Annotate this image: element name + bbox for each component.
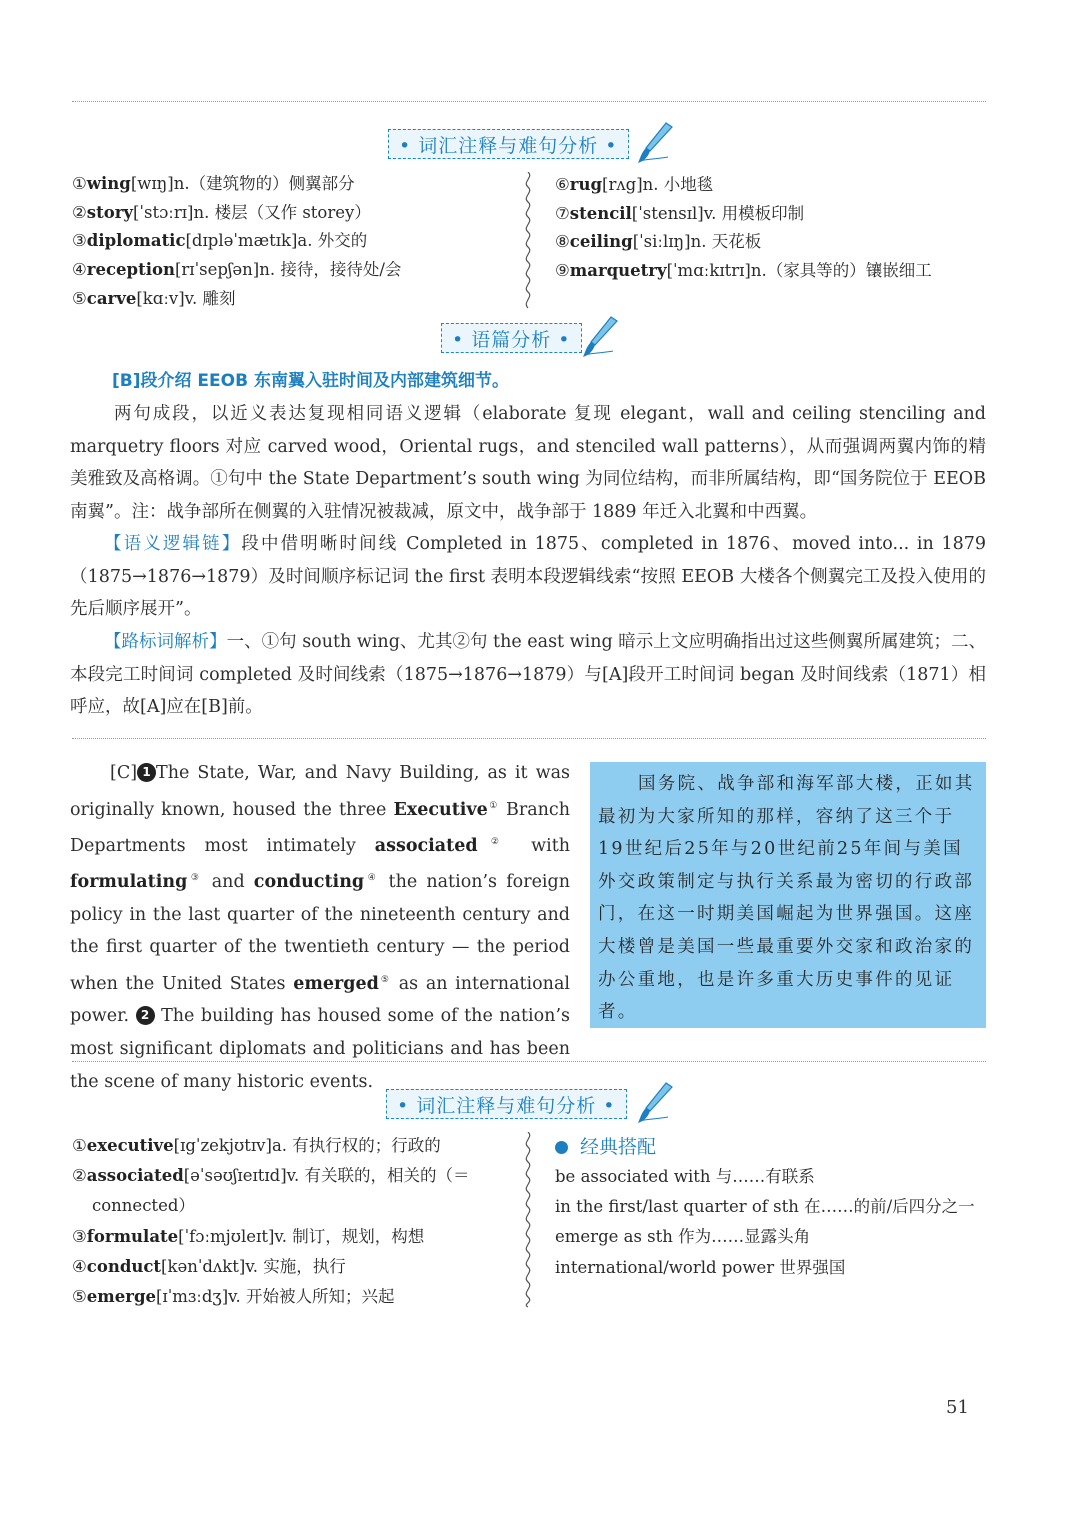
keyword: emerged (293, 973, 379, 994)
vocab-word: executive (86, 1136, 174, 1155)
vocab-item (72, 227, 401, 256)
passage-text: Branch Departments most intimately (70, 799, 570, 856)
wavy-divider (521, 1132, 535, 1308)
keyword: associated (374, 835, 478, 856)
vocab-word: stencil (569, 203, 632, 223)
vocab-def: [ˈsiːlɪŋ]n. 天花板 (632, 232, 762, 252)
vocab-word: marquetry (569, 261, 667, 281)
brush-icon (581, 315, 621, 359)
vocab-item (72, 1222, 470, 1252)
vocab-def: [kɑːv]v. 雕刻 (136, 288, 236, 308)
vocab-num: ④ (72, 1256, 87, 1276)
vocab-num: ⑨ (555, 261, 570, 281)
collocation-item: international/world power 世界强国 (555, 1257, 846, 1277)
keyword: formulating (70, 872, 188, 893)
translation-text: 国务院、战争部和海军部大楼，正如其最初为大家所知的那样，容纳了这三个于19世纪后25年与20世纪前25年间与美国外交政策制定与执行关系最为密切的行政部门，在这一时期美国崛起为世界强国。这座大楼曾是美国一些最重要外交家和政治家的办公重地，也是许多重大历史事件的见证者。 (598, 774, 975, 1023)
vocab-num: ② (72, 202, 87, 222)
collocation-item: emerge as sth 作为……显露头角 (555, 1227, 811, 1247)
vocab-def: [ɪgˈzekjʊtɪv]a. 有执行权的；行政的 (173, 1136, 441, 1155)
vocab-num: ③ (72, 231, 87, 251)
keyword: Executive (393, 799, 488, 820)
vocab-word: carve (86, 288, 137, 308)
vocab-item (555, 200, 932, 229)
vocab-item (555, 171, 932, 200)
discourse-title (112, 365, 986, 398)
vocab-section-title: • 词汇注释与难句分析 • (386, 1089, 627, 1119)
passage-label: [C] (110, 763, 138, 783)
vocab-item (72, 170, 401, 199)
brush-icon (636, 1081, 676, 1125)
vocab-num: ⑤ (72, 1287, 87, 1307)
vocab-section-title: • 词汇注释与难句分析 • (388, 129, 629, 159)
vocab-item (72, 1161, 470, 1191)
vocab-word: story (86, 202, 133, 222)
vocab-num: ⑤ (72, 288, 87, 308)
vocab-item (72, 1131, 470, 1161)
keyword-note: ① (487, 800, 499, 811)
collocations (555, 1132, 975, 1283)
discourse-paragraph-2 (70, 528, 986, 626)
vocab-def: [wɪŋ]n.（建筑物的）侧翼部分 (130, 174, 355, 193)
vocab-list-left (72, 170, 401, 314)
brush-icon (636, 121, 676, 165)
vocab-num: ⑦ (555, 203, 570, 223)
collocation-item: be associated with 与……有联系 (555, 1167, 815, 1186)
discourse-section-title: • 语篇分析 • (441, 323, 582, 353)
vocab-word: ceiling (569, 232, 633, 252)
signpost-tag: 【路标词解析】 (104, 632, 227, 652)
vocab-item (72, 1252, 470, 1282)
vocab-def: [ˈfɔːmjʊleɪt]v. 制订，规划，构想 (178, 1226, 425, 1246)
vocab-item (72, 1191, 470, 1221)
vocab-word: diplomatic (86, 231, 186, 251)
keyword-note: ⑤ (378, 975, 392, 986)
bullet-icon (555, 1141, 568, 1154)
translation-box (590, 762, 986, 1028)
passage-c (70, 757, 570, 1098)
passage-text: as an international power. (70, 973, 570, 1027)
keyword: conducting (253, 872, 365, 893)
vocab-section-header (388, 129, 678, 163)
vocab-num: ① (72, 1136, 87, 1155)
sentence-number-2: 2 (136, 1006, 155, 1025)
vocab-def: [dɪpləˈmætɪk]a. 外交的 (185, 231, 368, 251)
discourse-section-header (441, 323, 621, 357)
vocab-item (72, 285, 401, 314)
vocab-word: emerge (86, 1287, 156, 1307)
discourse-text: 段中借明晰时间线 Completed in 1875、completed in 1876、moved into... in 1879（1875→1876→1879）及时间顺序标记词 the first 表明本段逻辑线索“按照 EEOB 大楼各个侧翼完工及投入使用的先后顺序展开”。 (70, 534, 986, 620)
vocab-def: [kənˈdʌkt]v. 实施，执行 (161, 1256, 346, 1276)
passage-text: The building has housed some of the nation’s most significant diplomats and politicians and has been the scene of many historic events. (70, 1006, 570, 1092)
vocab-word: conduct (86, 1256, 162, 1276)
section-divider (72, 738, 986, 739)
vocab-item (555, 257, 932, 286)
vocab-list-3 (72, 1131, 470, 1312)
keyword-note: ③ (187, 873, 203, 884)
vocab-num: ① (72, 174, 87, 193)
vocab-section-header-2 (386, 1089, 676, 1123)
vocab-item (555, 228, 932, 257)
passage-text: and (202, 872, 254, 893)
passage-text: The State, War, and Navy Building, as it was originally known, housed the three (70, 763, 570, 820)
top-divider (72, 101, 986, 102)
vocab-num: ⑥ (555, 175, 570, 194)
vocab-def: [əˈsəʊʃɪeɪtɪd]v. 有关联的，相关的（＝ (183, 1166, 470, 1186)
discourse-text: 两句成段，以近义表达复现相同语义逻辑（elaborate 复现 elegant，wall and ceiling stenciling and marquetry floors 对应 carved wood，Oriental rugs，and stenciled wall patterns），从而强调两翼内饰的精美雅致及高格调。①句中 the State Department’s south wing 为同位结构，而非所属结构，即“国务院位于 EEOB 南翼”。注：战争部所在侧翼的入驻情况被裁减，原文中，战争部于 1889 年迁入北翼和中西翼。 (70, 404, 986, 522)
keyword-note: ④ (364, 873, 380, 884)
vocab-word: wing (86, 174, 131, 193)
vocab-word: associated (86, 1166, 184, 1186)
wavy-divider (521, 172, 535, 310)
collocation-item: in the first/last quarter of sth 在……的前/后四分之一 (555, 1197, 975, 1217)
semantic-logic-tag: 【语义逻辑链】 (104, 534, 242, 554)
vocab-def: [rɪˈsepʃən]n. 接待，接待处/会 (174, 260, 402, 280)
keyword-note: ② (477, 837, 513, 848)
vocab-item (72, 256, 401, 285)
vocab-def: [ˈstensɪl]v. 用模板印制 (631, 203, 805, 223)
vocab-list-right (555, 171, 932, 286)
passage-text: the nation’s foreign policy in the last quarter of the nineteenth century and the first quarter of the twentieth century — the period when the United States (70, 872, 570, 994)
collocation-title (555, 1132, 975, 1162)
vocab-word: rug (569, 175, 603, 194)
discourse-text: 一、①句 south wing、尤其②句 the east wing 暗示上文应明确指出过这些侧翼所属建筑；二、本段完工时间词 completed 及时间线索（1875→1876→1879）与[A]段开工时间词 began 及时间线索（1871）相呼应，故[A]应在[B]前。 (70, 632, 986, 718)
passage-text: with (512, 835, 571, 856)
discourse-paragraph-3 (70, 626, 986, 724)
vocab-def: [rʌg]n. 小地毯 (602, 175, 714, 194)
vocab-word: reception (86, 260, 175, 280)
vocab-num: ⑧ (555, 232, 570, 252)
sentence-number-1: 1 (137, 763, 156, 782)
vocab-item (72, 1282, 470, 1312)
vocab-item (72, 199, 401, 228)
vocab-num: ② (72, 1166, 87, 1186)
discourse-title-text: [B]段介绍 EEOB 东南翼入驻时间及内部建筑细节。 (112, 371, 509, 391)
vocab-def: [ˈmɑːkɪtrɪ]n.（家具等的）镶嵌细工 (666, 261, 932, 281)
collocation-title-text: 经典搭配 (580, 1135, 657, 1158)
vocab-def: [ɪˈmɜːdʒ]v. 开始被人所知；兴起 (155, 1287, 395, 1307)
discourse-paragraph-1 (70, 398, 986, 528)
section-divider (72, 1061, 986, 1062)
vocab-word: formulate (86, 1226, 179, 1246)
page-number: 51 (946, 1397, 969, 1418)
vocab-def: [ˈstɔːrɪ]n. 楼层（又作 storey） (133, 202, 371, 222)
vocab-num: ③ (72, 1226, 87, 1246)
vocab-num: ④ (72, 260, 87, 280)
vocab-def: connected） (92, 1196, 195, 1216)
